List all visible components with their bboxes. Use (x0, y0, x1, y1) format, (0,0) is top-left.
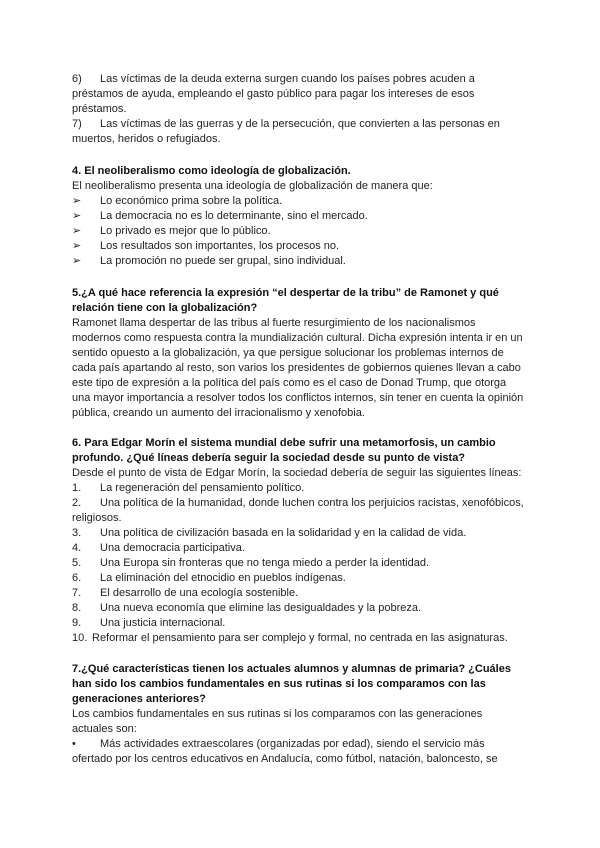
arrow-bullet-icon: ➢ (72, 210, 82, 222)
list-item-text: Una política de civilización basada en la solidaridad y en la calidad de vida. (100, 527, 467, 539)
list-item-text: préstamos. (72, 103, 127, 115)
list-number: 7. (72, 587, 82, 599)
paragraph-line: sentido opuesto a la globalización, ya que persigue solucionar los problemas internos de (72, 347, 504, 359)
list-item-text: Las víctimas de la deuda externa surgen cuando los países pobres acuden a (100, 73, 475, 85)
arrow-bullet-icon: ➢ (72, 225, 82, 237)
list-number: 8. (72, 602, 82, 614)
arrow-bullet-icon: ➢ (72, 195, 82, 207)
list-item-text: La regeneración del pensamiento político. (100, 482, 305, 494)
list-item-text: Una democracia participativa. (100, 542, 245, 554)
list-item-text: Una justicia internacional. (100, 617, 226, 629)
paragraph-line: Ramonet llama despertar de las tribus al fuerte resurgimiento de los nacionalismos (72, 317, 476, 329)
section-5-heading: relación tiene con la globalización? (72, 302, 258, 314)
bullet-item: ofertado por los centros educativos en Andalucía, como fútbol, natación, baloncesto, se (72, 753, 498, 765)
section-7-intro: Los cambios fundamentales en sus rutinas si los comparamos con las generaciones (72, 708, 483, 720)
paragraph-line: pública, creando un aumento del irracionalismo y xenofobia. (72, 407, 365, 419)
list-item-text: Una nueva economía que elimine las desigualdades y la pobreza. (100, 602, 422, 614)
section-7-heading: generaciones anteriores? (72, 693, 206, 705)
bullet-item: Lo económico prima sobre la política. (100, 195, 283, 207)
list-number: 10. (72, 632, 88, 644)
section-4-heading: 4. El neoliberalismo como ideología de globalización. (72, 165, 351, 177)
section-7-intro: actuales son: (72, 723, 137, 735)
list-item-text: Una política de la humanidad, donde luchen contra los perjuicios racistas, xenofóbicos, (100, 497, 524, 509)
arrow-bullet-icon: ➢ (72, 240, 82, 252)
list-item-text: Una Europa sin fronteras que no tenga miedo a perder la identidad. (100, 557, 429, 569)
section-7-heading: han sido los cambios fundamentales en sus rutinas si los comparamos con las (72, 678, 486, 690)
list-number: 6) (72, 73, 82, 85)
list-number: 9. (72, 617, 82, 629)
section-7-heading: 7.¿Qué características tienen los actuales alumnos y alumnas de primaria? ¿Cuáles (72, 663, 511, 675)
paragraph-line: modernos como respuesta contra la mundialización cultural. Dicha expresión intenta ir en un (72, 332, 523, 344)
section-6-intro: Desde el punto de vista de Edgar Morín, la sociedad debería de seguir las siguientes líneas: (72, 467, 522, 479)
paragraph-line: este tipo de expresión a la política del país como es el caso de Donad Trump, que otorga (72, 377, 507, 389)
paragraph-line: cada país apartando al resto, son varios los presidentes de gobiernos quienes llevan a cabo (72, 362, 521, 374)
bullet-icon: • (72, 738, 76, 750)
list-item-text: Reformar el pensamiento para ser complejo y formal, no centrada en las asignaturas. (92, 632, 508, 644)
list-number: 3. (72, 527, 82, 539)
list-number: 4. (72, 542, 82, 554)
arrow-bullet-icon: ➢ (72, 255, 82, 267)
section-5-heading: 5.¿A qué hace referencia la expresión “el despertar de la tribu” de Ramonet y qué (72, 287, 499, 299)
list-item-text: muertos, heridos o refugiados. (72, 133, 221, 145)
list-number: 6. (72, 572, 82, 584)
bullet-item: Más actividades extraescolares (organizadas por edad), siendo el servicio más (100, 738, 485, 750)
bullet-item: Lo privado es mejor que lo público. (100, 225, 271, 237)
paragraph-line: una mayor importancia a resolver todos los conflictos internos, sin tener en cuenta la opinión (72, 392, 524, 404)
bullet-item: Los resultados son importantes, los procesos no. (100, 240, 340, 252)
list-item-text: préstamos de ayuda, empleando el gasto público para pagar los intereses de esos (72, 88, 475, 100)
list-item-text: La eliminación del etnocidio en pueblos indígenas. (100, 572, 346, 584)
list-number: 1. (72, 482, 82, 494)
list-item-text: religiosos. (72, 512, 122, 524)
bullet-item: La promoción no puede ser grupal, sino individual. (100, 255, 346, 267)
section-4-intro: El neoliberalismo presenta una ideología de globalización de manera que: (72, 180, 433, 192)
list-number: 5. (72, 557, 82, 569)
list-number: 7) (72, 118, 82, 130)
section-6-heading: 6. Para Edgar Morín el sistema mundial debe sufrir una metamorfosis, un cambio (72, 437, 496, 449)
list-item-text: El desarrollo de una ecología sostenible. (100, 587, 299, 599)
list-number: 2. (72, 497, 82, 509)
bullet-item: La democracia no es lo determinante, sino el mercado. (100, 210, 368, 222)
section-6-heading: profundo. ¿Qué líneas debería seguir la sociedad desde su punto de vista? (72, 452, 466, 464)
list-item-text: Las víctimas de las guerras y de la persecución, que convierten a las personas en (100, 118, 500, 130)
